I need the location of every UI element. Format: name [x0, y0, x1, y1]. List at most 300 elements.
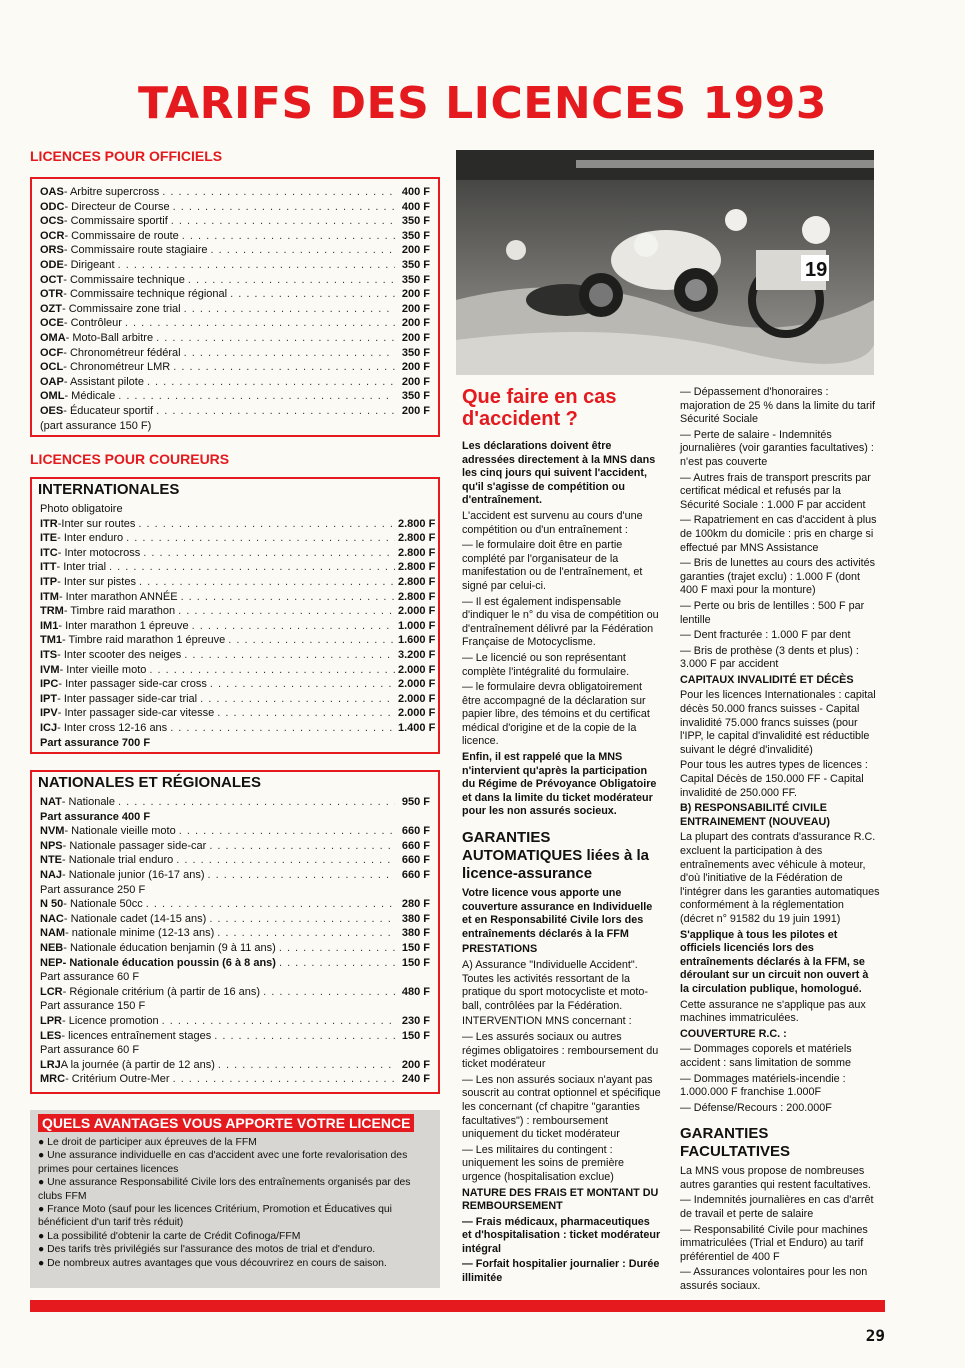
license-price: 400 F — [401, 200, 430, 213]
article-paragraph: L'accident est survenu au cours d'une compétition ou d'un entraînement : — [462, 509, 643, 536]
international-list — [32, 517, 438, 736]
advantage-item — [38, 1257, 432, 1270]
advantage-text: Une assurance Responsabilité Civile lors des entraînements organisés par des clubs FFM — [38, 1177, 411, 1202]
license-code: ODE — [40, 258, 64, 271]
tariff-row — [40, 517, 436, 532]
license-code: N 50 — [40, 898, 64, 911]
license-code: ITP — [40, 575, 58, 588]
article-paragraph: — le formulaire devra obligatoirement être accompagné de la déclaration sur papier libre, des témoins et du certificat médical d'origine et de la copie de la licence. — [462, 681, 650, 748]
article-col1b-text — [462, 887, 662, 1286]
license-code: NAT — [40, 796, 62, 808]
dot-leader — [181, 590, 395, 605]
license-code: OCS — [40, 215, 64, 228]
license-price: 2.000 F — [398, 692, 436, 705]
tariff-row — [40, 185, 430, 200]
tariff-row — [40, 677, 436, 692]
dot-leader — [228, 633, 395, 648]
tariff-row — [40, 1072, 430, 1087]
license-code: IPV — [40, 707, 58, 720]
license-code: NVM — [40, 825, 65, 838]
dot-leader — [146, 897, 395, 912]
tariff-row — [40, 229, 430, 244]
license-code: IPC — [40, 678, 59, 691]
license-label: - Arbitre supercross — [63, 186, 160, 198]
license-label: - Commissaire de route — [64, 229, 179, 242]
article-paragraph: — Il est également indispensable d'indiquer le n° du visa de compétition ou d'entraînement délivré par la Fédération Française de Motocyclisme. — [462, 595, 659, 649]
tariff-row — [40, 1058, 430, 1073]
advantage-item — [38, 1243, 432, 1256]
dot-leader — [139, 575, 395, 590]
license-label: - Inter passager side-car cross — [58, 678, 207, 691]
license-code: LRJ — [40, 1058, 61, 1071]
license-label: - Commissaire sportif — [63, 215, 168, 228]
tariff-row — [40, 926, 430, 941]
tariff-row — [40, 868, 430, 883]
license-label: - Éducateur sportif — [63, 404, 154, 417]
license-label: - Contrôleur — [63, 317, 122, 330]
dot-leader — [218, 1058, 395, 1073]
tariff-row — [40, 706, 436, 721]
license-price: 2.000 F — [398, 678, 436, 691]
license-label: - Nationale éducation poussin (6 à 8 ans) — [62, 956, 276, 969]
license-label: - Chronométreur LMR — [63, 361, 171, 374]
license-code: OMA — [40, 331, 66, 344]
license-code: OCF — [40, 346, 64, 359]
license-code: OCE — [40, 317, 64, 330]
dot-leader — [171, 214, 395, 229]
bottom-rule — [30, 1300, 885, 1312]
license-price: 1.400 F — [398, 721, 436, 734]
article-paragraph: — Dépassement d'honoraires : majoration de 25 % dans la limite du tarif Sécurité Sociale — [680, 386, 876, 426]
dot-leader — [176, 853, 395, 868]
dot-leader — [147, 375, 395, 390]
dot-leader — [138, 517, 395, 532]
bullet-icon: ● — [38, 1204, 48, 1216]
dot-leader — [209, 839, 395, 854]
license-code: OZT — [40, 302, 62, 315]
license-price: 400 F — [401, 186, 430, 198]
tariff-row — [40, 590, 436, 605]
license-code: IM1 — [40, 619, 59, 632]
license-label: - Nationale — [61, 796, 115, 808]
advantages-list — [38, 1136, 432, 1270]
license-label: - nationale minime (12-13 ans) — [65, 927, 215, 940]
dot-leader — [188, 273, 395, 288]
article-paragraph: — Responsabilité Civile pour machines immatriculées (Trial et Enduro) au tarif préférentiel de 400 F — [680, 1223, 868, 1263]
license-code: ITC — [40, 546, 58, 559]
dot-leader — [173, 200, 395, 215]
dot-leader — [162, 1014, 395, 1029]
dot-leader — [184, 648, 395, 663]
article-paragraph: — Rapatriement en cas d'accident à plus de 100km du domicile : pris en charge si effectué par MNS Assistance — [680, 514, 877, 554]
dot-leader — [162, 185, 395, 200]
license-code: ICJ — [40, 721, 58, 734]
tariff-row — [40, 546, 436, 561]
license-code: NEB — [40, 941, 64, 954]
license-code: ITR — [40, 517, 58, 530]
license-label: - Nationale éducation benjamin (9 à 11 ans) — [63, 941, 276, 954]
article-paragraph: — Perte ou bris de lentilles : 500 F par lentille — [680, 599, 865, 626]
tariff-row — [40, 941, 430, 956]
advantage-item — [38, 1176, 432, 1203]
tariff-row — [40, 404, 430, 419]
license-code: LES — [40, 1029, 62, 1042]
tariff-row — [40, 1014, 430, 1029]
riders-heading: LICENCES POUR COUREURS — [30, 451, 230, 467]
article-paragraph: A) Assurance "Individuelle Accident". Toutes les activités ressortant de la pratique du sport motocycliste et moto-ball, contrôlées par la Fédération. — [462, 959, 649, 1012]
garanties-title: GARANTIES AUTOMATIQUES liées à la licence-assurance — [462, 829, 649, 883]
license-label: - Moto-Ball arbitre — [65, 331, 154, 344]
tariff-row — [40, 302, 430, 317]
advantage-text: Le droit de participer aux épreuves de la FFM — [47, 1137, 257, 1148]
license-label: - Inter passager side-car vitesse — [57, 707, 215, 720]
license-label: - Timbre raid marathon 1 épreuve — [62, 634, 226, 647]
article-col2b-text — [680, 1165, 880, 1293]
article-paragraph: Cette assurance ne s'applique pas aux machines immatriculées. — [680, 998, 866, 1025]
tariff-row — [40, 1029, 430, 1044]
license-code: ITT — [40, 561, 57, 574]
license-label: - Critérium Outre-Mer — [65, 1073, 170, 1086]
tariff-row — [40, 853, 430, 868]
dot-leader — [149, 663, 395, 678]
license-code: OES — [40, 404, 64, 417]
license-price: 660 F — [401, 868, 430, 881]
license-price: 350 F — [401, 273, 430, 286]
number-plate: 19 — [805, 259, 828, 281]
license-price: 150 F — [401, 941, 430, 954]
license-price: 2.800 F — [398, 561, 436, 574]
article-paragraph: Pour tous les autres types de licences : Capital Décès de 150.000 FF - Capital invalidité de 250.000 FF. — [680, 759, 868, 799]
license-price: 200 F — [401, 361, 430, 374]
license-label: - Commissaire technique — [63, 273, 185, 286]
dot-leader — [207, 868, 395, 883]
dot-leader — [109, 560, 395, 575]
insurance-note: Part assurance 150 F — [40, 1000, 146, 1013]
article-paragraph: NATURE DES FRAIS ET MONTANT DU REMBOURSEMENT — [462, 1186, 659, 1213]
license-label: - Commissaire zone trial — [62, 302, 181, 315]
license-price: 380 F — [401, 927, 430, 940]
article-paragraph: — Forfait hospitalier journalier : Durée illimitée — [462, 1258, 660, 1285]
license-code: OAP — [40, 375, 64, 388]
license-label: -Inter sur routes — [57, 517, 136, 530]
national-title: NATIONALES ET RÉGIONALES — [38, 774, 262, 791]
dot-leader — [209, 912, 395, 927]
license-price: 350 F — [401, 390, 430, 403]
national-box — [30, 770, 440, 1094]
license-price: 660 F — [401, 825, 430, 838]
license-code: ITM — [40, 590, 59, 603]
bullet-icon: ● — [38, 1177, 48, 1189]
insurance-note: Part assurance 60 F — [40, 1044, 140, 1057]
bullet-icon: ● — [38, 1137, 48, 1148]
license-price: 200 F — [401, 1058, 430, 1071]
license-price: 660 F — [401, 839, 430, 852]
article-paragraph: — Les assurés sociaux ou autres régimes obligatoires : remboursement du ticket modérateur — [462, 1030, 659, 1071]
license-code: OML — [40, 390, 65, 403]
dot-leader — [125, 316, 395, 331]
license-label: - Timbre raid marathon — [63, 605, 176, 618]
officials-heading: LICENCES POUR OFFICIELS — [30, 148, 223, 164]
license-code: ITE — [40, 532, 58, 545]
international-footer: Part assurance 700 F — [40, 736, 151, 749]
article-paragraph: — Perte de salaire - Indemnités journalières (voir garanties facultatives) : n'est pas couverte — [680, 428, 874, 468]
article-paragraph: — le formulaire doit être en partie complété par l'organisateur de la manifestation ou de l'entraînement, et signé par celui-ci. — [462, 539, 643, 592]
license-price: 380 F — [401, 912, 430, 925]
tariff-row — [40, 633, 436, 648]
tariff-row — [40, 214, 430, 229]
advantage-text: Une assurance individuelle en cas d'accident avec une forte revalorisation des primes pour certaines licences — [38, 1150, 408, 1175]
license-code: OCT — [40, 273, 64, 286]
advantages-panel — [30, 1110, 440, 1288]
dot-leader — [173, 1072, 395, 1087]
dot-leader — [279, 956, 395, 971]
license-price: 200 F — [401, 288, 430, 301]
article-paragraph: — Dent fracturée : 1.000 F par dent — [680, 629, 851, 642]
license-price: 2.000 F — [398, 707, 436, 720]
tariff-row — [40, 258, 430, 273]
dot-leader — [200, 692, 395, 707]
license-price: 3.200 F — [398, 648, 436, 661]
tariff-row — [40, 824, 430, 839]
license-label: - Nationale 50cc — [63, 898, 143, 911]
article-paragraph: — Les militaires du contingent : uniquement les soins de première urgence (hospitalisation exclue) — [462, 1143, 625, 1183]
dot-leader — [143, 546, 395, 561]
article-heading: Que faire en cas d'accident ? — [462, 386, 617, 430]
dot-leader — [217, 706, 395, 721]
dot-leader — [192, 619, 395, 634]
page-title: TARIFS DES LICENCES 1993 — [138, 78, 827, 129]
article-paragraph: — Assurances volontaires pour les non assurés sociaux. — [680, 1266, 868, 1293]
bullet-icon: ● — [38, 1230, 48, 1242]
license-price: 350 F — [401, 258, 430, 271]
license-code: LCR — [40, 985, 63, 998]
license-label: - Régionale critérium (à partir de 16 ans) — [62, 985, 261, 998]
tariff-row — [40, 575, 436, 590]
article-paragraph: COUVERTURE R.C. : — [680, 1027, 787, 1040]
tariff-row — [40, 316, 430, 331]
tariff-row — [40, 897, 430, 912]
dot-leader — [184, 302, 395, 317]
license-price: 2.800 F — [398, 575, 436, 588]
dot-leader — [173, 360, 395, 375]
license-price: 480 F — [401, 985, 430, 998]
license-label: - Chronométreur fédéral — [63, 346, 181, 359]
bullet-icon: ● — [38, 1257, 48, 1269]
dot-leader — [211, 243, 396, 258]
license-price: 150 F — [401, 956, 430, 969]
tariff-row — [40, 619, 436, 634]
tariff-row — [40, 531, 436, 546]
tariff-row — [40, 243, 430, 258]
tariff-row — [40, 648, 436, 663]
dot-leader — [279, 941, 395, 956]
license-label: - Directeur de Course — [64, 200, 170, 213]
license-price: 1.000 F — [398, 619, 436, 632]
license-price: 660 F — [401, 854, 430, 867]
tariff-row — [40, 287, 430, 302]
license-label: - Nationale trial enduro — [62, 854, 174, 867]
article-paragraph: Les déclarations doivent être adressées directement à la MNS dans les cinq jours qui suivent l'accident, qu'il s'agisse de compétition ou d'entraînement. — [462, 440, 656, 507]
license-label: - Nationale cadet (14-15 ans) — [63, 912, 207, 925]
advantage-text: De nombreux autres avantages que vous découvrirez en cours de saison. — [47, 1257, 387, 1269]
license-label: - Nationale vieille moto — [64, 825, 176, 838]
license-price: 350 F — [401, 215, 430, 228]
license-price: 2.800 F — [398, 532, 436, 545]
article-paragraph: S'applique à tous les pilotes et officiels licenciés lors des entraînements déclarés à la FFM, se déroulant sur un circuit non ouvert à la circulation publique, homologué. — [680, 928, 869, 995]
tariff-row — [40, 663, 436, 678]
insurance-note: Part assurance 60 F — [40, 971, 140, 984]
license-label: A la journée (à partir de 12 ans) — [60, 1058, 215, 1071]
advantage-text: La possibilité d'obtenir la carte de Crédit Cofinoga/FFM — [47, 1230, 301, 1242]
license-code: ODC — [40, 200, 65, 213]
license-code: TM1 — [40, 634, 62, 647]
dot-leader — [118, 389, 395, 404]
officials-box — [30, 177, 440, 437]
dot-leader — [178, 604, 395, 619]
license-code: NAM — [40, 927, 66, 940]
advantage-item — [38, 1203, 432, 1230]
dot-leader — [118, 795, 395, 810]
license-price: 350 F — [401, 229, 430, 242]
license-code: MRC — [40, 1073, 66, 1086]
license-label: - Nationale junior (16-17 ans) — [62, 868, 205, 881]
article-paragraph: — Frais médicaux, pharmaceutiques et d'hospitalisation : ticket modérateur intégral — [462, 1215, 661, 1255]
article-paragraph: — Dommages coporels et matériels accident : sans limitation de somme — [680, 1043, 852, 1069]
license-price: 200 F — [401, 302, 430, 315]
article-paragraph: — Bris de prothèse (3 dents et plus) : 3.000 F par accident — [680, 644, 859, 671]
tariff-row — [40, 375, 430, 390]
license-price: 200 F — [401, 331, 430, 344]
license-price: 200 F — [401, 317, 430, 330]
sidecar-race-photo — [456, 150, 874, 375]
license-code: OTR — [40, 288, 64, 301]
license-code: ORS — [40, 244, 64, 257]
article-paragraph: — Les non assurés sociaux n'ayant pas souscrit au contrat optionnel et spécifique les concernant (cf chapitre "garanties facultatives") : remboursement uniquement du ticket modérateur — [462, 1073, 661, 1141]
license-price: 350 F — [401, 346, 430, 359]
license-label: - Inter cross 12-16 ans — [57, 721, 168, 734]
license-label: - Inter marathon ANNÉE — [58, 590, 178, 603]
license-code: NTE — [40, 854, 62, 867]
tariff-row — [40, 721, 436, 736]
tariff-row — [40, 839, 430, 854]
advantage-item — [38, 1136, 432, 1149]
article-paragraph: INTERVENTION MNS concernant : — [462, 1015, 632, 1028]
license-code: LPR — [40, 1014, 62, 1027]
dot-leader — [170, 721, 395, 736]
article-col1-text — [462, 440, 662, 819]
article-paragraph: CAPITAUX INVALIDITÉ ET DÉCÈS — [680, 673, 854, 686]
article-paragraph: — Indemnités journalières en cas d'arrêt de travail et perte de salaire — [680, 1194, 874, 1221]
article-paragraph: Votre licence vous apporte une couverture assurance en Individuelle et en Responsabilité Civile lors des entraînements déclarés à la FFM — [462, 887, 653, 940]
tariff-row — [40, 331, 430, 346]
article-paragraph: — Bris de lunettes au cours des activités garanties (trajet exclu) : 1.000 F (dont 400 F maxi pour la monture) — [680, 557, 876, 597]
license-label: - Inter passager side-car trial — [57, 692, 198, 705]
officials-note: (part assurance 150 F) — [40, 419, 152, 432]
license-price: 200 F — [401, 244, 430, 257]
advantages-title: QUELS AVANTAGES VOUS APPORTE VOTRE LICENCE — [38, 1114, 414, 1132]
tariff-row — [40, 200, 430, 215]
advantage-text: France Moto (sauf pour les licences Critérium, Promotion et Éducatives qui bénéficient d'un tarif très réduit) — [38, 1204, 392, 1229]
facultatives-title: GARANTIES FACULTATIVES — [680, 1125, 790, 1161]
license-price: 950 F — [401, 796, 430, 808]
tariff-row — [40, 604, 436, 619]
article-paragraph: B) RESPONSABILITÉ CIVILE ENTRAINEMENT (NOUVEAU) — [680, 802, 830, 828]
officials-list — [32, 185, 438, 419]
tariff-row — [40, 985, 430, 1000]
dot-leader — [126, 531, 395, 546]
tariff-row — [40, 560, 436, 575]
license-code: NEP — [40, 956, 63, 969]
license-code: NAC — [40, 912, 64, 925]
license-price: 240 F — [401, 1073, 430, 1086]
photo-illustration — [456, 150, 874, 375]
article-paragraph: Enfin, il est rappelé que la MNS n'intervient qu'après la participation du Régime de Prévoyance Obligatoire et dans la limite du ticket modérateur pour les non assurés socieux. — [462, 751, 657, 818]
license-label: - Inter vieille moto — [59, 663, 147, 676]
license-code: OCL — [40, 361, 64, 374]
article-column-2 — [680, 386, 880, 1296]
bullet-icon: ● — [38, 1244, 48, 1256]
license-price: 2.800 F — [398, 517, 436, 530]
dot-leader — [263, 985, 395, 1000]
license-label: - Licence promotion — [62, 1014, 159, 1027]
license-price: 2.000 F — [398, 605, 436, 618]
international-title: INTERNATIONALES — [38, 481, 180, 498]
license-label: - Inter enduro — [57, 532, 124, 545]
dot-leader — [184, 346, 395, 361]
license-code: OCR — [40, 229, 65, 242]
tariff-row — [40, 956, 430, 971]
article-paragraph: — Défense/Recours : 200.000F — [680, 1101, 832, 1114]
advantage-text: Des tarifs très privilégiés sur l'assurance des motos de trial et d'enduro. — [47, 1244, 376, 1256]
license-price: 200 F — [401, 404, 430, 417]
insurance-note: Part assurance 250 F — [40, 883, 146, 896]
license-label: - Commissaire technique régional — [63, 288, 228, 301]
article-paragraph: — Le licencié ou son représentant complète l'intégralité du formulaire. — [462, 651, 630, 678]
tariff-row — [40, 389, 430, 404]
article-col2-text — [680, 386, 880, 1115]
license-label: - Nationale passager side-car — [62, 839, 207, 852]
advantage-item — [38, 1230, 432, 1243]
tariff-row — [40, 360, 430, 375]
tariff-row — [40, 795, 430, 810]
license-label: - Dirigeant — [63, 258, 115, 271]
license-price: 230 F — [401, 1014, 430, 1027]
international-note: Photo obligatoire — [40, 503, 123, 515]
license-price: 2.800 F — [398, 590, 436, 603]
international-box — [30, 477, 440, 754]
license-code: OAS — [40, 186, 64, 198]
advantage-item — [38, 1149, 432, 1176]
article-paragraph: — Dommages matériels-incendie : 1.000.000 F franchise 1.000F — [680, 1072, 846, 1099]
page-number: 29 — [865, 1326, 885, 1345]
license-code: NAJ — [40, 868, 63, 881]
license-price: 1.600 F — [398, 634, 436, 647]
dot-leader — [214, 1029, 395, 1044]
license-label: - Inter trial — [56, 561, 107, 574]
dot-leader — [210, 677, 395, 692]
article-paragraph: La MNS vous propose de nombreuses autres garanties qui restent facultatives. — [680, 1165, 871, 1191]
article-paragraph: Pour les licences Internationales : capital décès 50.000 francs suisses - Capital invalidité 75.000 francs suisses (pour l'IPP, le capital d'invalidité est réductible suivant le dégré d'invalidité) — [680, 689, 876, 756]
license-price: 2.000 F — [398, 663, 436, 676]
license-price: 2.800 F — [398, 546, 436, 559]
license-code: IVM — [40, 663, 60, 676]
article-column-1 — [462, 386, 662, 1288]
license-code: NPS — [40, 839, 63, 852]
tariff-row — [40, 346, 430, 361]
license-price: 150 F — [401, 1029, 430, 1042]
dot-leader — [156, 331, 395, 346]
license-code: ITS — [40, 648, 58, 661]
